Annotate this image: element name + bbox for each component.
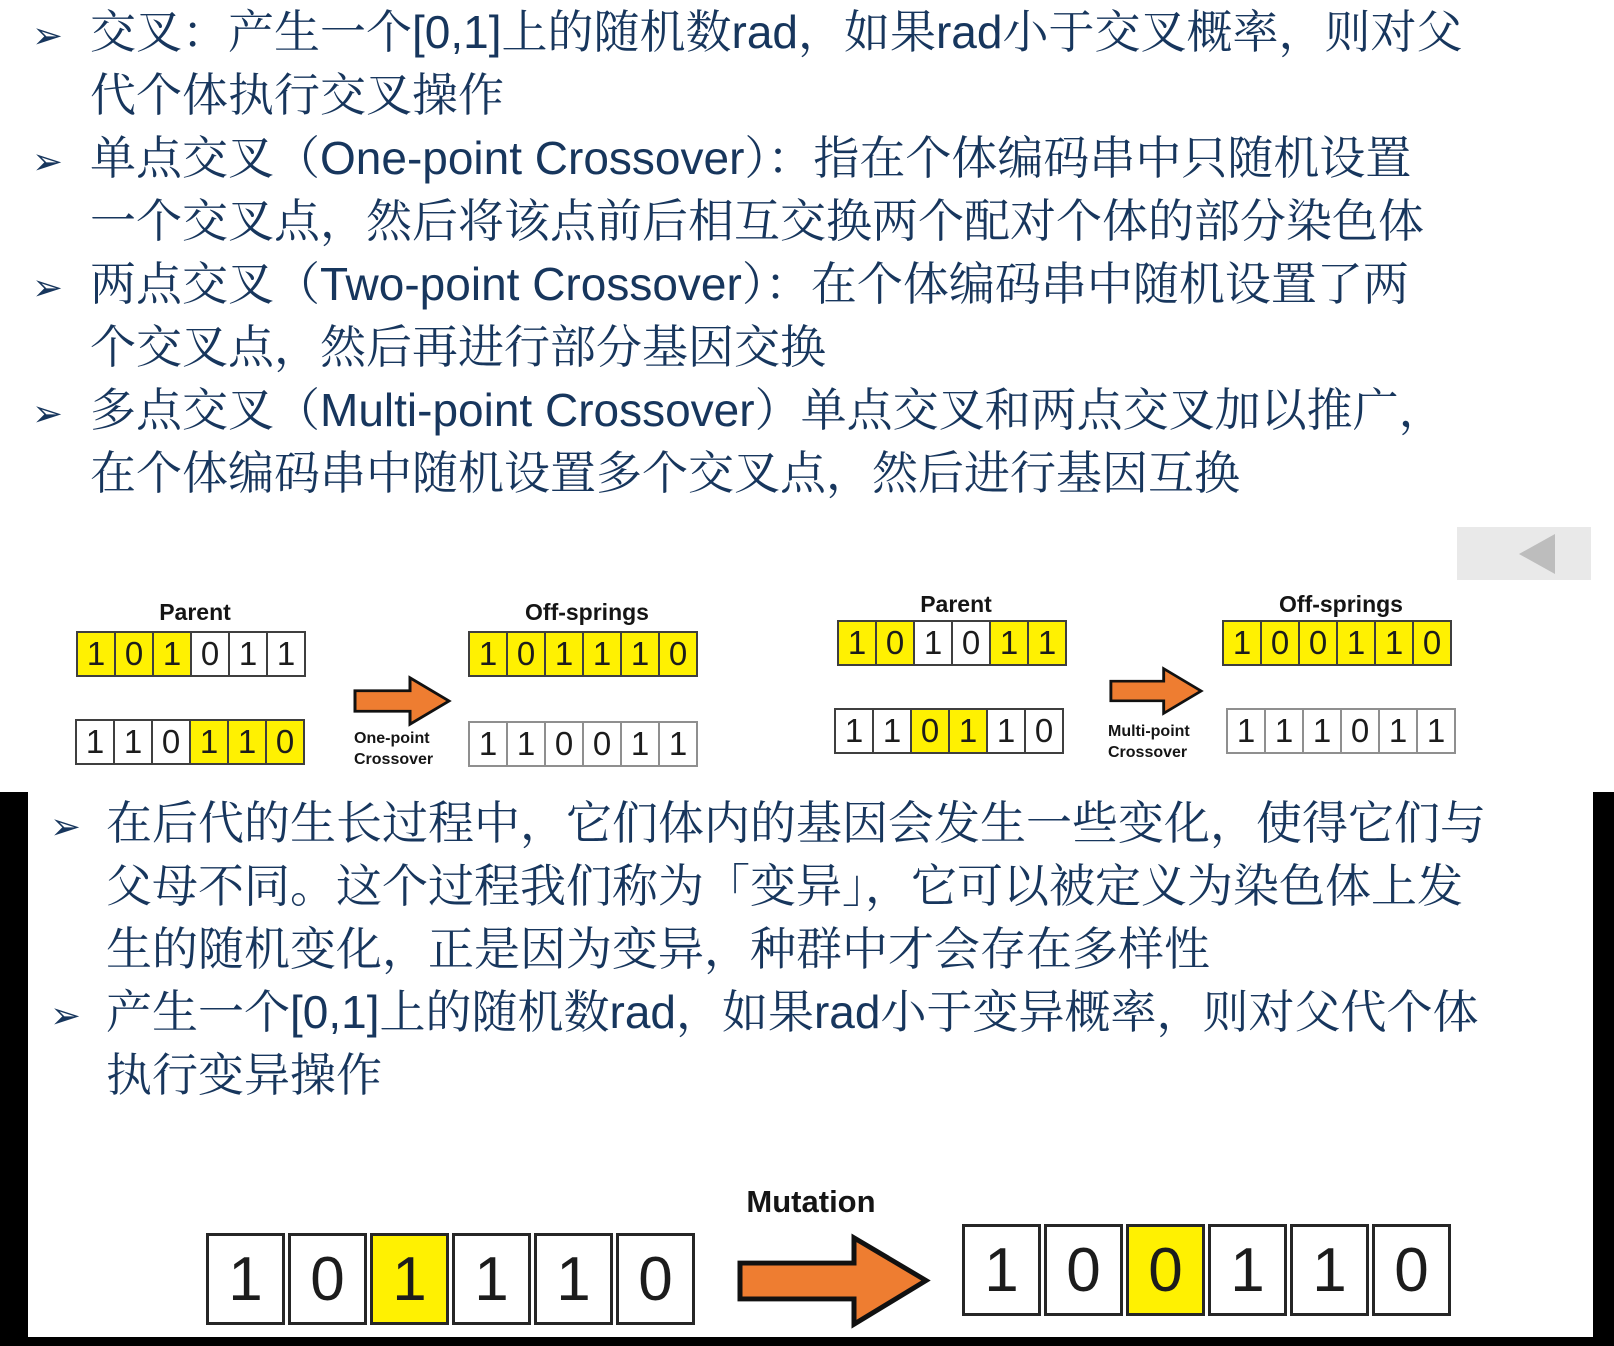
gene-cell: 1 <box>913 620 953 666</box>
gene-cell: 1 <box>1226 708 1266 754</box>
gene-cell: 0 <box>265 719 305 765</box>
text-line: 父母不同。这个过程我们称为「变异」，它可以被定义为染色体上发 <box>106 860 1463 912</box>
gene-cell: 1 <box>189 719 229 765</box>
gene-cell: 1 <box>468 721 508 767</box>
text-line: Crossover <box>354 751 434 768</box>
parent-row <box>834 708 1064 754</box>
gene-cell: 0 <box>544 721 584 767</box>
gene-cell: 1 <box>1027 620 1067 666</box>
gene-cell: 1 <box>582 631 622 677</box>
bullet-mutation-intro <box>48 792 1583 981</box>
text-line: 生的随机变化，正是因为变异，种群中才会存在多样性 <box>106 923 1210 975</box>
gene-cell: 1 <box>1378 708 1418 754</box>
multi-point-crossover-label <box>1108 721 1228 763</box>
crossover-arrow-icon <box>1108 666 1204 716</box>
parent-row <box>76 631 306 677</box>
mutation-arrow-icon <box>736 1230 932 1332</box>
gene-cell: 1 <box>227 719 267 765</box>
gene-cell: 1 <box>1302 708 1342 754</box>
offspring-label: Off-springs <box>525 599 649 625</box>
parent-row <box>75 719 305 765</box>
gene-cell: 0 <box>190 631 230 677</box>
gene-cell: 0 <box>114 631 154 677</box>
bullet-multi-point <box>30 379 1595 505</box>
crossover-arrow-icon <box>352 675 452 727</box>
parent-row <box>837 620 1067 666</box>
gene-cell: 1 <box>872 708 912 754</box>
text-line: 两点交叉（Two-point Crossover）：在个体编码串中随机设置了两 <box>90 258 1409 310</box>
gene-cell: 0 <box>1044 1224 1123 1316</box>
parent-label: Parent <box>920 591 992 617</box>
bullet-arrow-icon: ➢ <box>32 15 64 56</box>
gene-cell: 0 <box>1372 1224 1451 1316</box>
gene-cell: 1 <box>989 620 1029 666</box>
back-button[interactable] <box>1457 527 1591 580</box>
bullet-one-point <box>30 127 1595 253</box>
gene-cell: 1 <box>837 620 877 666</box>
gene-cell: 1 <box>658 721 698 767</box>
text-line: 代个体执行交叉操作 <box>90 69 504 121</box>
offspring-row <box>468 631 698 677</box>
bullet-mutation-prob <box>48 981 1583 1107</box>
gene-cell: 0 <box>1298 620 1338 666</box>
gene-cell: 0 <box>875 620 915 666</box>
gene-cell: 1 <box>1208 1224 1287 1316</box>
crossover-text-block <box>30 1 1595 505</box>
gene-cell: 0 <box>288 1233 367 1325</box>
bullet-arrow-icon: ➢ <box>32 267 64 308</box>
gene-cell: 0 <box>1260 620 1300 666</box>
text-line: Multi-point <box>1108 723 1190 740</box>
gene-cell: 1 <box>1264 708 1304 754</box>
mutation-text-block <box>48 792 1583 1107</box>
gene-cell: 1 <box>1290 1224 1369 1316</box>
text-line: Crossover <box>1108 744 1188 761</box>
gene-cell: 1 <box>468 631 508 677</box>
gene-cell: 1 <box>534 1233 613 1325</box>
gene-cell: 0 <box>616 1233 695 1325</box>
one-point-crossover-label <box>354 728 484 770</box>
text-line: One-point <box>354 730 430 747</box>
chromosome-after-row <box>962 1224 1451 1316</box>
gene-cell: 1 <box>948 708 988 754</box>
letterbox-bar-bottom <box>0 1337 1614 1346</box>
gene-cell: 1 <box>75 719 115 765</box>
gene-cell: 1 <box>962 1224 1041 1316</box>
gene-cell: 0 <box>1340 708 1380 754</box>
letterbox-bar-right <box>1593 792 1614 1346</box>
text-line: 产生一个[0,1]上的随机数rad，如果rad小于变异概率，则对父代个体 <box>106 986 1479 1038</box>
letterbox-bar-left <box>0 792 28 1346</box>
parent-label: Parent <box>159 599 231 625</box>
offspring-row <box>1226 708 1456 754</box>
offspring-row <box>468 721 698 767</box>
chromosome-before-row <box>206 1233 695 1325</box>
gene-cell: 1 <box>228 631 268 677</box>
gene-cell: 0 <box>1126 1224 1205 1316</box>
bullet-two-point <box>30 253 1595 379</box>
mutation-label: Mutation <box>746 1184 876 1219</box>
text-line: 交叉：产生一个[0,1]上的随机数rad，如果rad小于交叉概率，则对父 <box>90 6 1463 58</box>
gene-cell: 0 <box>658 631 698 677</box>
gene-cell: 1 <box>113 719 153 765</box>
gene-cell: 0 <box>951 620 991 666</box>
text-line: 在后代的生长过程中，它们体内的基因会发生一些变化，使得它们与 <box>106 797 1486 849</box>
bullet-arrow-icon: ➢ <box>50 806 82 847</box>
back-triangle-icon <box>1519 534 1555 574</box>
gene-cell: 1 <box>452 1233 531 1325</box>
bullet-arrow-icon: ➢ <box>50 995 82 1036</box>
gene-cell: 1 <box>1416 708 1456 754</box>
gene-cell: 0 <box>506 631 546 677</box>
text-line: 在个体编码串中随机设置多个交叉点，然后进行基因互换 <box>90 447 1240 499</box>
bullet-crossover-intro <box>30 1 1595 127</box>
gene-cell: 0 <box>151 719 191 765</box>
offspring-label: Off-springs <box>1279 591 1403 617</box>
gene-cell: 0 <box>910 708 950 754</box>
text-line: 一个交叉点，然后将该点前后相互交换两个配对个体的部分染色体 <box>90 195 1424 247</box>
bullet-arrow-icon: ➢ <box>32 393 64 434</box>
offspring-row <box>1222 620 1452 666</box>
gene-cell: 1 <box>1222 620 1262 666</box>
gene-cell: 1 <box>506 721 546 767</box>
gene-cell: 0 <box>1024 708 1064 754</box>
gene-cell: 0 <box>582 721 622 767</box>
gene-cell: 1 <box>986 708 1026 754</box>
gene-cell: 1 <box>152 631 192 677</box>
text-line: 执行变异操作 <box>106 1049 382 1101</box>
gene-cell: 1 <box>206 1233 285 1325</box>
gene-cell: 0 <box>1412 620 1452 666</box>
gene-cell: 1 <box>544 631 584 677</box>
gene-cell: 1 <box>834 708 874 754</box>
bullet-arrow-icon: ➢ <box>32 141 64 182</box>
text-line: 多点交叉（Multi-point Crossover）单点交叉和两点交叉加以推广， <box>90 384 1445 436</box>
text-line: 个交叉点，然后再进行部分基因交换 <box>90 321 826 373</box>
gene-cell: 1 <box>1336 620 1376 666</box>
gene-cell: 1 <box>76 631 116 677</box>
gene-cell: 1 <box>1374 620 1414 666</box>
gene-cell: 1 <box>370 1233 449 1325</box>
text-line: 单点交叉（One-point Crossover）：指在个体编码串中只随机设置 <box>90 132 1412 184</box>
gene-cell: 1 <box>266 631 306 677</box>
gene-cell: 1 <box>620 721 660 767</box>
gene-cell: 1 <box>620 631 660 677</box>
